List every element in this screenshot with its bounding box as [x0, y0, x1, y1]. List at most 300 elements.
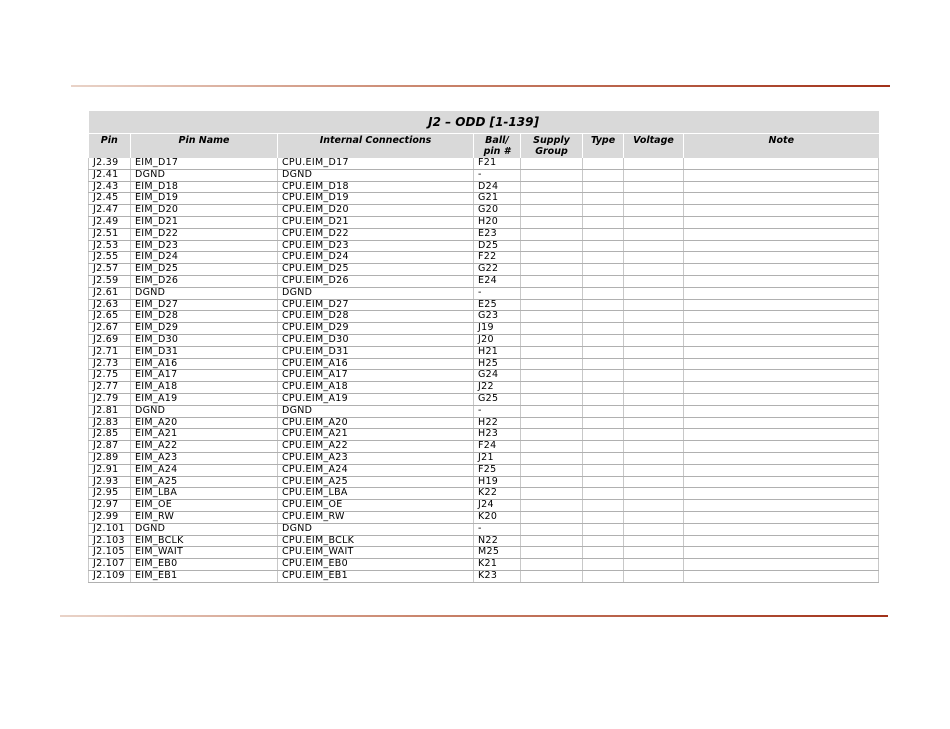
cell-note	[684, 311, 879, 323]
column-header-ball-pin: Ball/ pin #	[474, 134, 521, 159]
cell-type	[583, 476, 624, 488]
cell-pin: J2.107	[89, 559, 131, 571]
cell-supply-group	[521, 169, 583, 181]
cell-pin-name: EIM_EB1	[131, 570, 278, 582]
cell-pin: J2.101	[89, 523, 131, 535]
cell-ball-pin: E24	[474, 275, 521, 287]
cell-pin-name: EIM_A23	[131, 452, 278, 464]
cell-internal-connection: CPU.EIM_A24	[278, 464, 474, 476]
cell-ball-pin: -	[474, 523, 521, 535]
cell-pin: J2.69	[89, 334, 131, 346]
cell-type	[583, 382, 624, 394]
cell-supply-group	[521, 476, 583, 488]
cell-note	[684, 158, 879, 169]
cell-ball-pin: D24	[474, 181, 521, 193]
cell-note	[684, 488, 879, 500]
cell-voltage	[624, 240, 684, 252]
cell-note	[684, 299, 879, 311]
column-header-internal-connections: Internal Connections	[278, 134, 474, 159]
cell-note	[684, 358, 879, 370]
cell-pin: J2.49	[89, 216, 131, 228]
cell-pin: J2.43	[89, 181, 131, 193]
cell-voltage	[624, 535, 684, 547]
cell-ball-pin: J22	[474, 382, 521, 394]
cell-note	[684, 464, 879, 476]
cell-pin: J2.97	[89, 500, 131, 512]
table-row	[89, 570, 879, 582]
footer-divider-line	[60, 615, 888, 617]
cell-type	[583, 535, 624, 547]
cell-type	[583, 559, 624, 571]
table-row	[89, 417, 879, 429]
cell-pin-name: EIM_A18	[131, 382, 278, 394]
cell-internal-connection: CPU.EIM_A22	[278, 441, 474, 453]
cell-voltage	[624, 511, 684, 523]
column-header-voltage: Voltage	[624, 134, 684, 159]
cell-supply-group	[521, 287, 583, 299]
cell-pin: J2.61	[89, 287, 131, 299]
cell-pin-name: EIM_D22	[131, 228, 278, 240]
cell-type	[583, 452, 624, 464]
cell-type	[583, 488, 624, 500]
cell-type	[583, 370, 624, 382]
table-row	[89, 311, 879, 323]
cell-pin-name: EIM_D18	[131, 181, 278, 193]
cell-supply-group	[521, 511, 583, 523]
cell-ball-pin: H23	[474, 429, 521, 441]
column-header-note: Note	[684, 134, 879, 159]
cell-internal-connection: CPU.EIM_A18	[278, 382, 474, 394]
table-row	[89, 240, 879, 252]
cell-internal-connection: CPU.EIM_D27	[278, 299, 474, 311]
cell-pin: J2.93	[89, 476, 131, 488]
cell-ball-pin: F25	[474, 464, 521, 476]
cell-type	[583, 275, 624, 287]
cell-type	[583, 464, 624, 476]
cell-note	[684, 500, 879, 512]
cell-note	[684, 346, 879, 358]
cell-pin-name: EIM_BCLK	[131, 535, 278, 547]
table-row	[89, 523, 879, 535]
table-row	[89, 441, 879, 453]
cell-pin: J2.91	[89, 464, 131, 476]
cell-internal-connection: CPU.EIM_BCLK	[278, 535, 474, 547]
cell-ball-pin: J19	[474, 323, 521, 335]
column-header-type: Type	[583, 134, 624, 159]
cell-pin: J2.41	[89, 169, 131, 181]
cell-internal-connection: CPU.EIM_A21	[278, 429, 474, 441]
cell-ball-pin: J21	[474, 452, 521, 464]
cell-pin: J2.71	[89, 346, 131, 358]
cell-voltage	[624, 311, 684, 323]
cell-supply-group	[521, 559, 583, 571]
cell-type	[583, 393, 624, 405]
cell-supply-group	[521, 181, 583, 193]
cell-voltage	[624, 370, 684, 382]
cell-pin: J2.57	[89, 264, 131, 276]
cell-pin-name: DGND	[131, 169, 278, 181]
cell-pin-name: EIM_WAIT	[131, 547, 278, 559]
cell-supply-group	[521, 547, 583, 559]
cell-voltage	[624, 275, 684, 287]
cell-type	[583, 311, 624, 323]
table-row	[89, 476, 879, 488]
cell-pin-name: EIM_D20	[131, 205, 278, 217]
cell-supply-group	[521, 334, 583, 346]
cell-ball-pin: K23	[474, 570, 521, 582]
cell-note	[684, 275, 879, 287]
cell-note	[684, 393, 879, 405]
cell-internal-connection: CPU.EIM_A23	[278, 452, 474, 464]
cell-voltage	[624, 570, 684, 582]
cell-note	[684, 417, 879, 429]
cell-internal-connection: CPU.EIM_D18	[278, 181, 474, 193]
cell-internal-connection: CPU.EIM_D21	[278, 216, 474, 228]
cell-ball-pin: F24	[474, 441, 521, 453]
cell-pin-name: EIM_D21	[131, 216, 278, 228]
cell-voltage	[624, 452, 684, 464]
cell-ball-pin: M25	[474, 547, 521, 559]
cell-pin-name: EIM_D26	[131, 275, 278, 287]
table-row	[89, 264, 879, 276]
table-row	[89, 287, 879, 299]
cell-note	[684, 228, 879, 240]
cell-supply-group	[521, 429, 583, 441]
table-row	[89, 299, 879, 311]
cell-type	[583, 523, 624, 535]
cell-type	[583, 570, 624, 582]
column-header-pin: Pin	[89, 134, 131, 159]
cell-internal-connection: DGND	[278, 523, 474, 535]
cell-pin-name: EIM_A19	[131, 393, 278, 405]
cell-pin-name: EIM_OE	[131, 500, 278, 512]
cell-type	[583, 193, 624, 205]
cell-voltage	[624, 405, 684, 417]
cell-note	[684, 216, 879, 228]
cell-ball-pin: G24	[474, 370, 521, 382]
cell-supply-group	[521, 228, 583, 240]
column-header-supply-group: Supply Group	[521, 134, 583, 159]
cell-pin-name: EIM_D19	[131, 193, 278, 205]
cell-type	[583, 169, 624, 181]
cell-note	[684, 429, 879, 441]
cell-pin-name: EIM_D23	[131, 240, 278, 252]
cell-voltage	[624, 382, 684, 394]
cell-internal-connection: CPU.EIM_OE	[278, 500, 474, 512]
column-header-pin-name: Pin Name	[131, 134, 278, 159]
table-body	[89, 158, 879, 582]
table-row	[89, 193, 879, 205]
cell-pin-name: EIM_EB0	[131, 559, 278, 571]
cell-supply-group	[521, 405, 583, 417]
table-row	[89, 252, 879, 264]
cell-pin-name: DGND	[131, 287, 278, 299]
cell-type	[583, 358, 624, 370]
cell-type	[583, 405, 624, 417]
cell-ball-pin: H25	[474, 358, 521, 370]
cell-voltage	[624, 441, 684, 453]
cell-voltage	[624, 523, 684, 535]
table-row	[89, 452, 879, 464]
cell-supply-group	[521, 240, 583, 252]
cell-pin: J2.75	[89, 370, 131, 382]
cell-ball-pin: J20	[474, 334, 521, 346]
cell-voltage	[624, 476, 684, 488]
cell-supply-group	[521, 275, 583, 287]
cell-supply-group	[521, 299, 583, 311]
cell-supply-group	[521, 488, 583, 500]
cell-voltage	[624, 158, 684, 169]
cell-ball-pin: G22	[474, 264, 521, 276]
table-row	[89, 500, 879, 512]
cell-supply-group	[521, 358, 583, 370]
cell-pin: J2.63	[89, 299, 131, 311]
cell-ball-pin: -	[474, 169, 521, 181]
cell-internal-connection: CPU.EIM_A16	[278, 358, 474, 370]
cell-internal-connection: CPU.EIM_D29	[278, 323, 474, 335]
table-row	[89, 535, 879, 547]
table-row	[89, 358, 879, 370]
cell-pin-name: EIM_A22	[131, 441, 278, 453]
cell-pin-name: EIM_RW	[131, 511, 278, 523]
cell-pin-name: EIM_A17	[131, 370, 278, 382]
cell-internal-connection: CPU.EIM_D17	[278, 158, 474, 169]
cell-pin: J2.109	[89, 570, 131, 582]
cell-internal-connection: CPU.EIM_D24	[278, 252, 474, 264]
cell-voltage	[624, 169, 684, 181]
cell-voltage	[624, 252, 684, 264]
cell-type	[583, 334, 624, 346]
cell-type	[583, 158, 624, 169]
cell-supply-group	[521, 441, 583, 453]
cell-pin-name: EIM_A16	[131, 358, 278, 370]
table-row	[89, 559, 879, 571]
cell-type	[583, 511, 624, 523]
cell-internal-connection: DGND	[278, 287, 474, 299]
cell-supply-group	[521, 252, 583, 264]
cell-note	[684, 452, 879, 464]
cell-note	[684, 287, 879, 299]
cell-internal-connection: DGND	[278, 405, 474, 417]
cell-internal-connection: CPU.EIM_LBA	[278, 488, 474, 500]
table-row	[89, 334, 879, 346]
cell-ball-pin: K20	[474, 511, 521, 523]
cell-ball-pin: F22	[474, 252, 521, 264]
cell-voltage	[624, 500, 684, 512]
table-row	[89, 158, 879, 169]
cell-supply-group	[521, 370, 583, 382]
cell-ball-pin: N22	[474, 535, 521, 547]
cell-type	[583, 429, 624, 441]
table-row	[89, 464, 879, 476]
cell-supply-group	[521, 500, 583, 512]
cell-type	[583, 205, 624, 217]
cell-supply-group	[521, 311, 583, 323]
cell-supply-group	[521, 464, 583, 476]
cell-pin: J2.59	[89, 275, 131, 287]
cell-pin-name: DGND	[131, 405, 278, 417]
cell-internal-connection: CPU.EIM_D19	[278, 193, 474, 205]
cell-pin: J2.45	[89, 193, 131, 205]
cell-internal-connection: CPU.EIM_D20	[278, 205, 474, 217]
cell-note	[684, 193, 879, 205]
cell-ball-pin: -	[474, 287, 521, 299]
cell-type	[583, 299, 624, 311]
cell-internal-connection: CPU.EIM_A20	[278, 417, 474, 429]
cell-pin-name: EIM_A25	[131, 476, 278, 488]
cell-voltage	[624, 429, 684, 441]
table-title: J2 – ODD [1-139]	[89, 111, 879, 134]
cell-pin: J2.87	[89, 441, 131, 453]
cell-note	[684, 181, 879, 193]
cell-type	[583, 287, 624, 299]
table-row	[89, 370, 879, 382]
cell-ball-pin: G20	[474, 205, 521, 217]
cell-note	[684, 535, 879, 547]
cell-type	[583, 441, 624, 453]
table-row	[89, 429, 879, 441]
cell-type	[583, 346, 624, 358]
cell-pin: J2.53	[89, 240, 131, 252]
cell-supply-group	[521, 523, 583, 535]
cell-internal-connection: CPU.EIM_EB1	[278, 570, 474, 582]
cell-pin: J2.99	[89, 511, 131, 523]
table-row	[89, 511, 879, 523]
cell-supply-group	[521, 158, 583, 169]
cell-internal-connection: CPU.EIM_RW	[278, 511, 474, 523]
cell-pin: J2.89	[89, 452, 131, 464]
cell-internal-connection: CPU.EIM_D28	[278, 311, 474, 323]
cell-type	[583, 181, 624, 193]
pin-assignment-table	[88, 111, 879, 583]
cell-note	[684, 323, 879, 335]
cell-supply-group	[521, 205, 583, 217]
cell-internal-connection: CPU.EIM_D23	[278, 240, 474, 252]
cell-ball-pin: J24	[474, 500, 521, 512]
cell-supply-group	[521, 193, 583, 205]
cell-ball-pin: E23	[474, 228, 521, 240]
cell-ball-pin: G25	[474, 393, 521, 405]
cell-internal-connection: CPU.EIM_WAIT	[278, 547, 474, 559]
cell-pin: J2.103	[89, 535, 131, 547]
cell-voltage	[624, 464, 684, 476]
cell-pin-name: EIM_A20	[131, 417, 278, 429]
cell-note	[684, 570, 879, 582]
cell-internal-connection: DGND	[278, 169, 474, 181]
cell-voltage	[624, 216, 684, 228]
table-row	[89, 547, 879, 559]
cell-note	[684, 511, 879, 523]
cell-supply-group	[521, 535, 583, 547]
cell-internal-connection: CPU.EIM_D22	[278, 228, 474, 240]
cell-pin: J2.81	[89, 405, 131, 417]
cell-pin: J2.77	[89, 382, 131, 394]
cell-pin-name: EIM_D17	[131, 158, 278, 169]
cell-supply-group	[521, 417, 583, 429]
cell-supply-group	[521, 216, 583, 228]
table-row	[89, 382, 879, 394]
cell-internal-connection: CPU.EIM_D31	[278, 346, 474, 358]
cell-supply-group	[521, 323, 583, 335]
cell-ball-pin: H21	[474, 346, 521, 358]
table-row	[89, 181, 879, 193]
cell-voltage	[624, 205, 684, 217]
cell-voltage	[624, 417, 684, 429]
table-row	[89, 228, 879, 240]
cell-pin: J2.79	[89, 393, 131, 405]
cell-supply-group	[521, 570, 583, 582]
cell-voltage	[624, 547, 684, 559]
cell-pin: J2.83	[89, 417, 131, 429]
cell-voltage	[624, 559, 684, 571]
cell-pin-name: EIM_D31	[131, 346, 278, 358]
cell-pin-name: EIM_LBA	[131, 488, 278, 500]
cell-supply-group	[521, 382, 583, 394]
cell-voltage	[624, 488, 684, 500]
cell-internal-connection: CPU.EIM_D26	[278, 275, 474, 287]
cell-type	[583, 252, 624, 264]
cell-ball-pin: K21	[474, 559, 521, 571]
cell-ball-pin: E25	[474, 299, 521, 311]
table-row	[89, 275, 879, 287]
cell-note	[684, 476, 879, 488]
cell-pin-name: EIM_D27	[131, 299, 278, 311]
cell-note	[684, 405, 879, 417]
cell-note	[684, 559, 879, 571]
cell-voltage	[624, 334, 684, 346]
cell-voltage	[624, 181, 684, 193]
cell-supply-group	[521, 452, 583, 464]
cell-type	[583, 264, 624, 276]
cell-note	[684, 264, 879, 276]
cell-pin: J2.65	[89, 311, 131, 323]
cell-note	[684, 169, 879, 181]
header-divider-line	[71, 85, 890, 87]
cell-internal-connection: CPU.EIM_A17	[278, 370, 474, 382]
cell-ball-pin: D25	[474, 240, 521, 252]
table-row	[89, 205, 879, 217]
cell-ball-pin: K22	[474, 488, 521, 500]
table-row	[89, 216, 879, 228]
cell-voltage	[624, 358, 684, 370]
cell-internal-connection: CPU.EIM_D25	[278, 264, 474, 276]
cell-voltage	[624, 287, 684, 299]
cell-type	[583, 228, 624, 240]
table-row	[89, 488, 879, 500]
cell-ball-pin: H22	[474, 417, 521, 429]
table-row	[89, 405, 879, 417]
cell-voltage	[624, 393, 684, 405]
cell-note	[684, 523, 879, 535]
cell-pin: J2.105	[89, 547, 131, 559]
cell-internal-connection: CPU.EIM_A19	[278, 393, 474, 405]
table-row	[89, 323, 879, 335]
cell-type	[583, 216, 624, 228]
cell-note	[684, 240, 879, 252]
cell-supply-group	[521, 346, 583, 358]
cell-pin-name: EIM_D30	[131, 334, 278, 346]
cell-note	[684, 382, 879, 394]
cell-type	[583, 500, 624, 512]
cell-internal-connection: CPU.EIM_EB0	[278, 559, 474, 571]
table-row	[89, 346, 879, 358]
cell-internal-connection: CPU.EIM_D30	[278, 334, 474, 346]
cell-supply-group	[521, 393, 583, 405]
cell-supply-group	[521, 264, 583, 276]
cell-pin: J2.51	[89, 228, 131, 240]
cell-pin: J2.95	[89, 488, 131, 500]
cell-type	[583, 417, 624, 429]
